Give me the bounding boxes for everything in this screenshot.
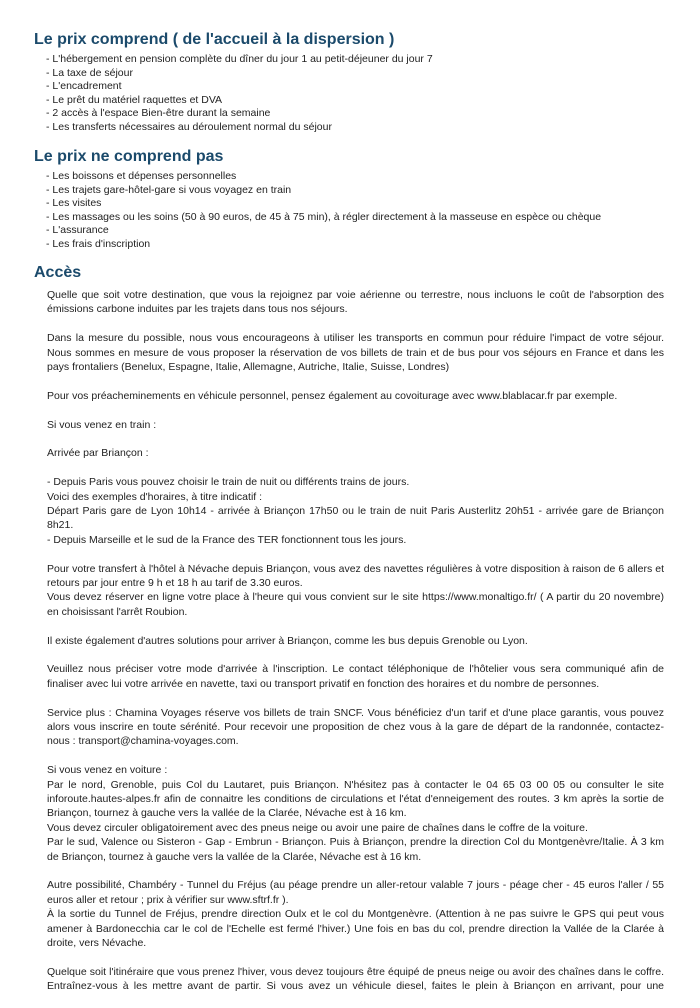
excluded-list [46, 170, 601, 252]
paragraph-line: - Depuis Paris vous pouvez choisir le train de nuit ou différents trains de jours. [47, 476, 410, 489]
paragraph: Quelque soit l'itinéraire que vous prenez l'hiver, vous devez toujours être équipé de pneus neige ou avoir des chaînes dans le coffre. Entraînez-vous à les mettre avant de partir. Si vous avez un véhicule diesel, faites le plein à Briançon en arrivant, pour une [47, 965, 664, 993]
list-item: - Les visites [46, 197, 102, 210]
paragraph: À la sortie du Tunnel de Fréjus, prendre direction Oulx et le col du Montgenèvre. (Attention à ne pas suivre le GPS qui peut vous amener à Bardonecchia car le col de l'Echelle est fermé l'hiver.) Une fois en bas du col, prendre direction la Vallée de la Clarée à droite, vers Névache. [47, 908, 664, 950]
list-item: - Les frais d'inscription [46, 237, 151, 250]
paragraph-line: Par le nord, Grenoble, puis Col du Lautaret, puis Briançon. N'hésitez pas à contacter le 04 65 03 00 05 ou consulter le site inforoute.hautes-alpes.fr afin de connaitre les conditions de circulations et l'état d'enneigement des routes. 3 km après la sortie de Briançon, tournez à gauche vers la vallée de la Clarée, Névache est à 16 km. [47, 778, 664, 820]
list-item: - Les massages ou les soins (50 à 90 euros, de 45 à 75 min), à régler directement à la masseuse en espèce ou chèque [46, 210, 602, 223]
section-title-included: Le prix comprend ( de l'accueil à la dispersion ) [34, 31, 395, 48]
paragraph-line: Si vous venez en voiture : [47, 764, 168, 777]
list-item: - Les trajets gare-hôtel-gare si vous voyagez en train [46, 183, 292, 196]
paragraph: Veuillez nous préciser votre mode d'arrivée à l'inscription. Le contact téléphonique de l'hôtelier vous sera communiqué afin de finaliser avec lui votre arrivée en navette, taxi ou transport privatif en fonction des horaires et du nombre de personnes. [47, 663, 664, 690]
paragraph: Dans la mesure du possible, nous vous encourageons à utiliser les transports en commun pour réduire l'impact de votre séjour. Nous sommes en mesure de vous proposer la réservation de vos billets de train et de bus pour vos séjours en France et dans les pays frontaliers (Benelux, Espagne, Italie, Allemagne, Autriche, Italie, Suisse, Londres) [47, 332, 664, 374]
list-item: - L'encadrement [46, 80, 122, 93]
list-item: - 2 accès à l'espace Bien-être durant la semaine [46, 107, 271, 120]
list-item: - Les transferts nécessaires au déroulement normal du séjour [46, 120, 332, 133]
paragraph: Par le sud, Valence ou Sisteron - Gap - Embrun - Briançon. Puis à Briançon, prendre la direction Col du Montgenèvre/Italie. À 3 km de Briançon, tournez à gauche vers la vallée de la Clarée, Névache est à 16 km. [47, 836, 664, 863]
paragraph: - Depuis Marseille et le sud de la France des TER fonctionnent tous les jours. [47, 533, 407, 546]
section-title-excluded: Le prix ne comprend pas [34, 148, 224, 165]
included-list [46, 53, 433, 135]
paragraph: Si vous venez en train : [47, 418, 157, 431]
list-item: - L'hébergement en pension complète du dîner du jour 1 au petit-déjeuner du jour 7 [46, 53, 433, 65]
paragraph-line: Vous devez circuler obligatoirement avec des pneus neige ou avoir une paire de chaînes dans le coffre de la voiture. [47, 821, 588, 834]
list-item: - Le prêt du matériel raquettes et DVA [46, 93, 223, 106]
paragraph-line: Voici des exemples d'horaires, à titre indicatif : [47, 490, 263, 503]
paragraph: Quelle que soit votre destination, que vous la rejoignez par voie aérienne ou terrestre, nous incluons le coût de l'absorption des émissions carbone induites par les trajets dans tous nos séjours. [47, 289, 664, 316]
paragraph: Service plus : Chamina Voyages réserve vos billets de train SNCF. Vous bénéficiez d'un tarif et d'une place garantis, vous pouvez alors vous inscrire en toute sérénité. Pour recevoir une proposition de chez vous à la gare de départ de la randonnée, contactez-nous : transport@chamina-voyages.com. [47, 706, 664, 748]
list-item: - La taxe de séjour [46, 66, 133, 79]
list-item: - Les boissons et dépenses personnelles [46, 170, 237, 182]
list-item: - L'assurance [46, 224, 109, 237]
paragraph: Il existe également d'autres solutions pour arriver à Briançon, comme les bus depuis Grenoble ou Lyon. [47, 634, 528, 647]
paragraph-line: Départ Paris gare de Lyon 10h14 - arrivée à Briançon 17h50 ou le train de nuit Paris Austerlitz 20h51 - arrivée gare de Briançon 8h21. [47, 505, 664, 532]
paragraph: Pour vos préacheminements en véhicule personnel, pensez également au covoiturage avec www.blablacar.fr par exemple. [47, 389, 618, 402]
section-title-access: Accès [34, 264, 82, 281]
paragraph: Vous devez réserver en ligne votre place à l'heure qui vous convient sur le site https://www.monaltigo.fr/ ( A partir du 20 novembre) en choisissant l'arrêt Roubion. [47, 591, 664, 618]
paragraph: Arrivée par Briançon : [47, 447, 149, 460]
paragraph-line: Autre possibilité, Chambéry - Tunnel du Fréjus (au péage prendre un aller-retour valable 7 jours - péage cher - 45 euros l'aller / 55 euros aller et retour ; prix à vérifier sur www.sftrf.fr ). [47, 879, 664, 906]
access-body [47, 288, 664, 1008]
paragraph-line: Pour votre transfert à l'hôtel à Névache depuis Briançon, vous avez des navettes régulières à votre disposition à raison de 6 allers et retours par jour entre 9 h et 18 h au tarif de 3.30 euros. [47, 562, 664, 590]
